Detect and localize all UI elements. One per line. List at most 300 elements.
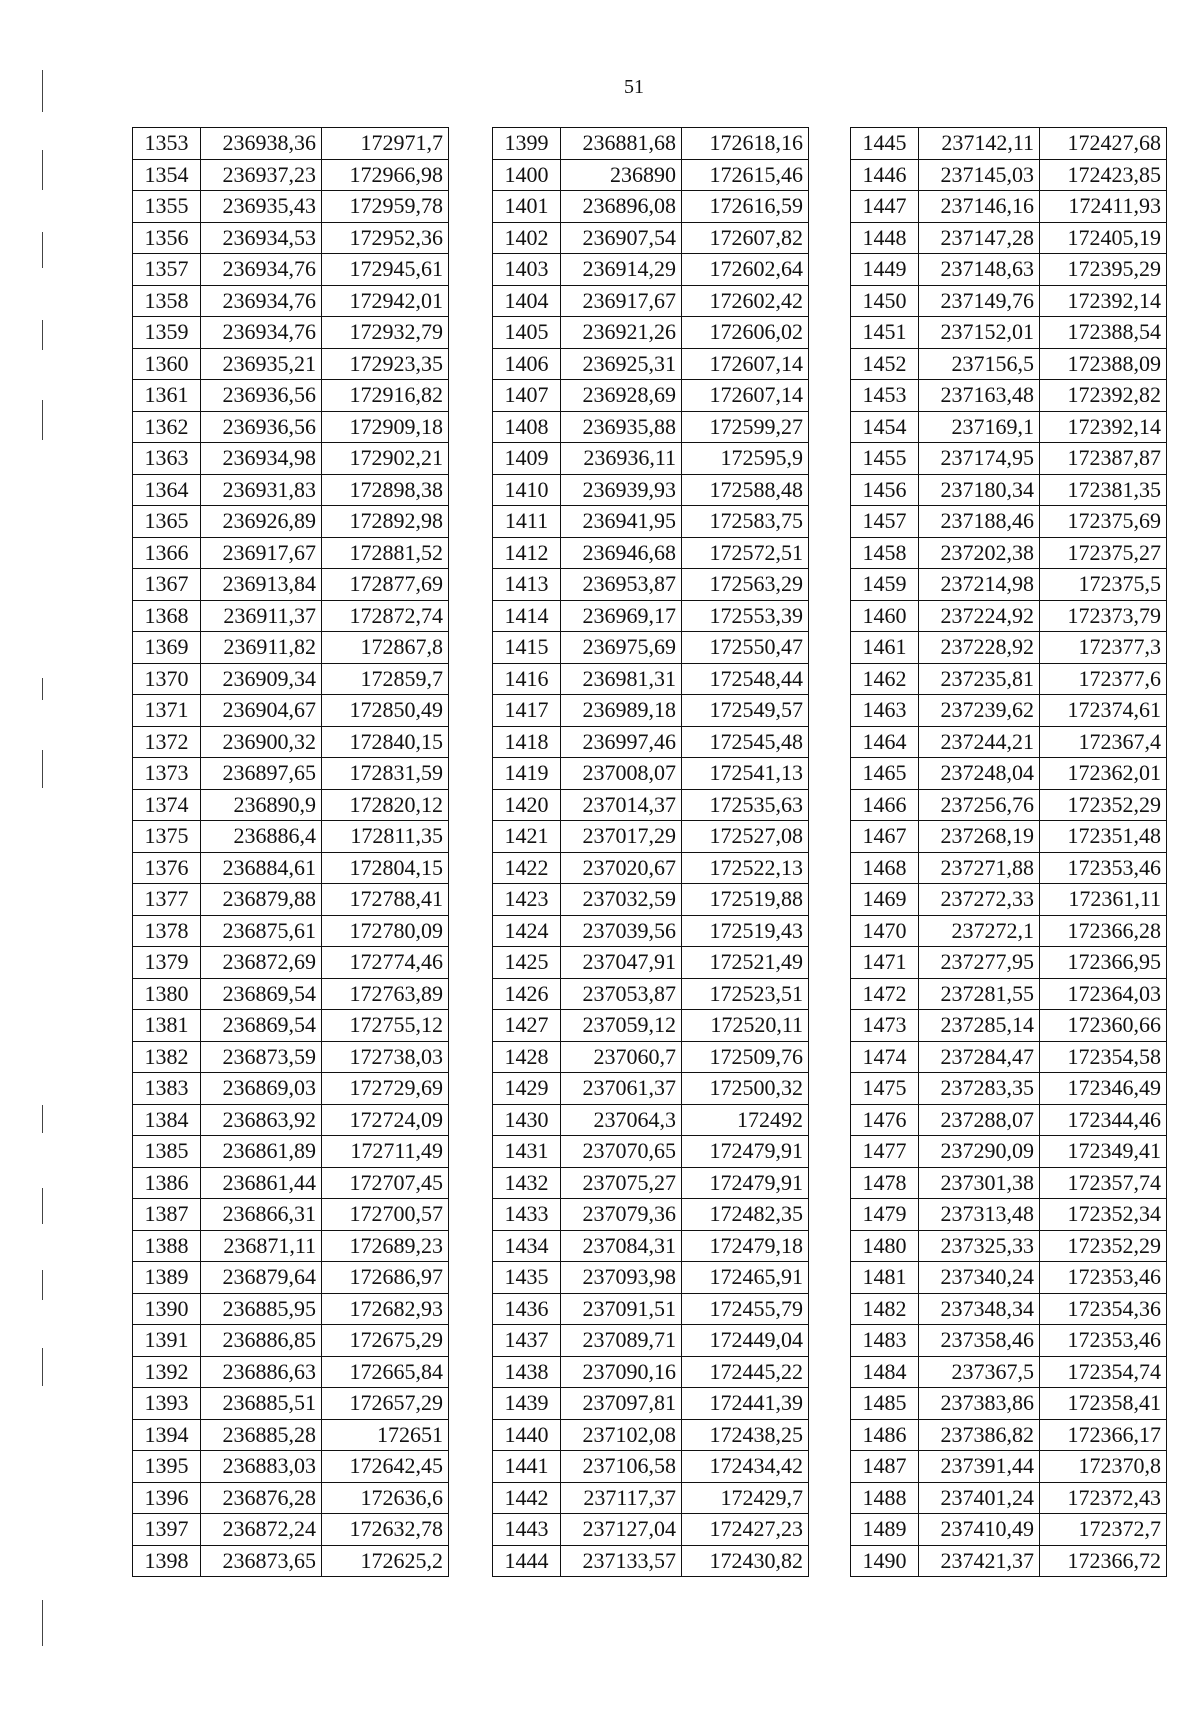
point-number-cell: 1459: [851, 569, 919, 601]
scan-margin-mark: [42, 1270, 43, 1300]
y-coordinate-cell: 172535,63: [682, 789, 809, 821]
y-coordinate-cell: 172377,3: [1040, 632, 1167, 664]
table-row: [133, 1010, 449, 1042]
x-coordinate-cell: 236911,37: [201, 600, 322, 632]
x-coordinate-cell: 237358,46: [919, 1325, 1040, 1357]
y-coordinate-cell: 172909,18: [322, 411, 449, 443]
y-coordinate-cell: 172392,14: [1040, 411, 1167, 443]
point-number-cell: 1398: [133, 1545, 201, 1577]
point-number-cell: 1435: [493, 1262, 561, 1294]
x-coordinate-cell: 237410,49: [919, 1514, 1040, 1546]
x-coordinate-cell: 237224,92: [919, 600, 1040, 632]
x-coordinate-cell: 236969,17: [561, 600, 682, 632]
table-row: [133, 1230, 449, 1262]
table-row: [493, 537, 809, 569]
y-coordinate-cell: 172549,57: [682, 695, 809, 727]
table-row: [493, 884, 809, 916]
table-row: [493, 1293, 809, 1325]
y-coordinate-cell: 172916,82: [322, 380, 449, 412]
y-coordinate-cell: 172615,46: [682, 159, 809, 191]
point-number-cell: 1489: [851, 1514, 919, 1546]
table-row: [493, 1262, 809, 1294]
point-number-cell: 1467: [851, 821, 919, 853]
point-number-cell: 1390: [133, 1293, 201, 1325]
table-row: [851, 1325, 1167, 1357]
point-number-cell: 1356: [133, 222, 201, 254]
x-coordinate-cell: 236946,68: [561, 537, 682, 569]
y-coordinate-cell: 172388,54: [1040, 317, 1167, 349]
table-row: [851, 1199, 1167, 1231]
x-coordinate-cell: 236879,64: [201, 1262, 322, 1294]
point-number-cell: 1458: [851, 537, 919, 569]
point-number-cell: 1368: [133, 600, 201, 632]
table-row: [851, 1136, 1167, 1168]
x-coordinate-cell: 236925,31: [561, 348, 682, 380]
y-coordinate-cell: 172724,09: [322, 1104, 449, 1136]
point-number-cell: 1456: [851, 474, 919, 506]
y-coordinate-cell: 172381,35: [1040, 474, 1167, 506]
table-row: [133, 978, 449, 1010]
x-coordinate-cell: 237284,47: [919, 1041, 1040, 1073]
table-row: [851, 159, 1167, 191]
x-coordinate-cell: 237148,63: [919, 254, 1040, 286]
point-number-cell: 1389: [133, 1262, 201, 1294]
table-row: [133, 915, 449, 947]
x-coordinate-cell: 236907,54: [561, 222, 682, 254]
y-coordinate-cell: 172430,82: [682, 1545, 809, 1577]
x-coordinate-cell: 236871,11: [201, 1230, 322, 1262]
x-coordinate-cell: 237188,46: [919, 506, 1040, 538]
point-number-cell: 1373: [133, 758, 201, 790]
point-number-cell: 1479: [851, 1199, 919, 1231]
x-coordinate-cell: 236900,32: [201, 726, 322, 758]
point-number-cell: 1365: [133, 506, 201, 538]
table-row: [851, 789, 1167, 821]
table-row: [133, 852, 449, 884]
x-coordinate-cell: 236896,08: [561, 191, 682, 223]
y-coordinate-cell: 172455,79: [682, 1293, 809, 1325]
point-number-cell: 1416: [493, 663, 561, 695]
table-row: [851, 380, 1167, 412]
y-coordinate-cell: 172952,36: [322, 222, 449, 254]
table-row: [493, 1167, 809, 1199]
point-number-cell: 1442: [493, 1482, 561, 1514]
x-coordinate-cell: 236885,51: [201, 1388, 322, 1420]
point-number-cell: 1353: [133, 128, 201, 160]
y-coordinate-cell: 172520,11: [682, 1010, 809, 1042]
point-number-cell: 1476: [851, 1104, 919, 1136]
table-row: [851, 1010, 1167, 1042]
table-row: [493, 443, 809, 475]
table-row: [851, 1388, 1167, 1420]
point-number-cell: 1372: [133, 726, 201, 758]
point-number-cell: 1411: [493, 506, 561, 538]
table-row: [133, 285, 449, 317]
table-row: [851, 884, 1167, 916]
table-row: [493, 821, 809, 853]
y-coordinate-cell: 172427,23: [682, 1514, 809, 1546]
point-number-cell: 1408: [493, 411, 561, 443]
point-number-cell: 1404: [493, 285, 561, 317]
x-coordinate-cell: 236975,69: [561, 632, 682, 664]
point-number-cell: 1423: [493, 884, 561, 916]
y-coordinate-cell: 172500,32: [682, 1073, 809, 1105]
x-coordinate-cell: 237163,48: [919, 380, 1040, 412]
table-row: [851, 506, 1167, 538]
coordinate-table-3: [850, 127, 1167, 1577]
x-coordinate-cell: 236913,84: [201, 569, 322, 601]
y-coordinate-cell: 172804,15: [322, 852, 449, 884]
point-number-cell: 1427: [493, 1010, 561, 1042]
point-number-cell: 1428: [493, 1041, 561, 1073]
table-row: [493, 1545, 809, 1577]
point-number-cell: 1358: [133, 285, 201, 317]
point-number-cell: 1451: [851, 317, 919, 349]
y-coordinate-cell: 172523,51: [682, 978, 809, 1010]
point-number-cell: 1412: [493, 537, 561, 569]
table-row: [493, 1199, 809, 1231]
point-number-cell: 1379: [133, 947, 201, 979]
y-coordinate-cell: 172945,61: [322, 254, 449, 286]
point-number-cell: 1407: [493, 380, 561, 412]
y-coordinate-cell: 172636,6: [322, 1482, 449, 1514]
x-coordinate-cell: 237248,04: [919, 758, 1040, 790]
x-coordinate-cell: 237084,31: [561, 1230, 682, 1262]
x-coordinate-cell: 236935,43: [201, 191, 322, 223]
x-coordinate-cell: 237152,01: [919, 317, 1040, 349]
table-row: [493, 380, 809, 412]
x-coordinate-cell: 237340,24: [919, 1262, 1040, 1294]
y-coordinate-cell: 172482,35: [682, 1199, 809, 1231]
scan-margin-mark: [42, 70, 43, 112]
table-row: [851, 443, 1167, 475]
x-coordinate-cell: 236928,69: [561, 380, 682, 412]
x-coordinate-cell: 236931,83: [201, 474, 322, 506]
point-number-cell: 1484: [851, 1356, 919, 1388]
page-number: 51: [624, 76, 644, 98]
y-coordinate-cell: 172553,39: [682, 600, 809, 632]
table-row: [851, 569, 1167, 601]
table-row: [851, 222, 1167, 254]
table-row: [851, 1073, 1167, 1105]
scan-margin-mark: [42, 320, 43, 350]
x-coordinate-cell: 237142,11: [919, 128, 1040, 160]
y-coordinate-cell: 172445,22: [682, 1356, 809, 1388]
y-coordinate-cell: 172479,18: [682, 1230, 809, 1262]
table-row: [493, 947, 809, 979]
y-coordinate-cell: 172364,03: [1040, 978, 1167, 1010]
x-coordinate-cell: 237117,37: [561, 1482, 682, 1514]
x-coordinate-cell: 236886,4: [201, 821, 322, 853]
point-number-cell: 1403: [493, 254, 561, 286]
y-coordinate-cell: 172434,42: [682, 1451, 809, 1483]
point-number-cell: 1470: [851, 915, 919, 947]
point-number-cell: 1453: [851, 380, 919, 412]
table-row: [493, 159, 809, 191]
x-coordinate-cell: 237169,1: [919, 411, 1040, 443]
point-number-cell: 1444: [493, 1545, 561, 1577]
y-coordinate-cell: 172898,38: [322, 474, 449, 506]
x-coordinate-cell: 236890,9: [201, 789, 322, 821]
y-coordinate-cell: 172392,14: [1040, 285, 1167, 317]
y-coordinate-cell: 172360,66: [1040, 1010, 1167, 1042]
x-coordinate-cell: 237239,62: [919, 695, 1040, 727]
table-row: [133, 1419, 449, 1451]
point-number-cell: 1481: [851, 1262, 919, 1294]
table-row: [133, 1167, 449, 1199]
table-row: [493, 1356, 809, 1388]
table-row: [851, 1419, 1167, 1451]
y-coordinate-cell: 172618,16: [682, 128, 809, 160]
point-number-cell: 1354: [133, 159, 201, 191]
x-coordinate-cell: 236869,54: [201, 1010, 322, 1042]
point-number-cell: 1487: [851, 1451, 919, 1483]
y-coordinate-cell: 172616,59: [682, 191, 809, 223]
y-coordinate-cell: 172738,03: [322, 1041, 449, 1073]
x-coordinate-cell: 237093,98: [561, 1262, 682, 1294]
x-coordinate-cell: 237180,34: [919, 474, 1040, 506]
y-coordinate-cell: 172366,95: [1040, 947, 1167, 979]
table-row: [851, 947, 1167, 979]
x-coordinate-cell: 237301,38: [919, 1167, 1040, 1199]
x-coordinate-cell: 237127,04: [561, 1514, 682, 1546]
point-number-cell: 1437: [493, 1325, 561, 1357]
x-coordinate-cell: 236926,89: [201, 506, 322, 538]
table-row: [851, 915, 1167, 947]
x-coordinate-cell: 236869,54: [201, 978, 322, 1010]
point-number-cell: 1374: [133, 789, 201, 821]
point-number-cell: 1393: [133, 1388, 201, 1420]
point-number-cell: 1396: [133, 1482, 201, 1514]
point-number-cell: 1472: [851, 978, 919, 1010]
table-row: [133, 1451, 449, 1483]
table-row: [493, 1419, 809, 1451]
y-coordinate-cell: 172352,29: [1040, 789, 1167, 821]
table-row: [493, 191, 809, 223]
point-number-cell: 1369: [133, 632, 201, 664]
x-coordinate-cell: 237070,65: [561, 1136, 682, 1168]
table-row: [133, 947, 449, 979]
point-number-cell: 1450: [851, 285, 919, 317]
y-coordinate-cell: 172595,9: [682, 443, 809, 475]
y-coordinate-cell: 172902,21: [322, 443, 449, 475]
x-coordinate-cell: 237272,1: [919, 915, 1040, 947]
y-coordinate-cell: 172682,93: [322, 1293, 449, 1325]
y-coordinate-cell: 172465,91: [682, 1262, 809, 1294]
y-coordinate-cell: 172373,79: [1040, 600, 1167, 632]
x-coordinate-cell: 237146,16: [919, 191, 1040, 223]
table-row: [493, 222, 809, 254]
y-coordinate-cell: 172811,35: [322, 821, 449, 853]
table-row: [133, 1073, 449, 1105]
y-coordinate-cell: 172353,46: [1040, 852, 1167, 884]
point-number-cell: 1371: [133, 695, 201, 727]
y-coordinate-cell: 172344,46: [1040, 1104, 1167, 1136]
x-coordinate-cell: 237075,27: [561, 1167, 682, 1199]
y-coordinate-cell: 172877,69: [322, 569, 449, 601]
x-coordinate-cell: 237283,35: [919, 1073, 1040, 1105]
scan-margin-mark: [42, 1600, 43, 1646]
scan-margin-mark: [42, 232, 43, 268]
x-coordinate-cell: 236885,28: [201, 1419, 322, 1451]
scan-margin-mark: [42, 1105, 43, 1133]
point-number-cell: 1395: [133, 1451, 201, 1483]
scan-margin-mark: [42, 750, 43, 788]
table-row: [133, 600, 449, 632]
table-row: [133, 758, 449, 790]
y-coordinate-cell: 172548,44: [682, 663, 809, 695]
y-coordinate-cell: 172755,12: [322, 1010, 449, 1042]
y-coordinate-cell: 172774,46: [322, 947, 449, 979]
y-coordinate-cell: 172932,79: [322, 317, 449, 349]
table-row: [133, 1514, 449, 1546]
table-row: [493, 1230, 809, 1262]
table-row: [493, 348, 809, 380]
table-row: [493, 1104, 809, 1136]
y-coordinate-cell: 172449,04: [682, 1325, 809, 1357]
scan-margin-mark: [42, 1188, 43, 1224]
x-coordinate-cell: 236873,59: [201, 1041, 322, 1073]
table-row: [493, 1451, 809, 1483]
point-number-cell: 1422: [493, 852, 561, 884]
table-row: [851, 1451, 1167, 1483]
x-coordinate-cell: 237008,07: [561, 758, 682, 790]
table-row: [851, 317, 1167, 349]
point-number-cell: 1419: [493, 758, 561, 790]
point-number-cell: 1474: [851, 1041, 919, 1073]
scan-margin-mark: [42, 400, 43, 440]
x-coordinate-cell: 236936,11: [561, 443, 682, 475]
x-coordinate-cell: 237386,82: [919, 1419, 1040, 1451]
y-coordinate-cell: 172602,42: [682, 285, 809, 317]
table-row: [851, 695, 1167, 727]
x-coordinate-cell: 237064,3: [561, 1104, 682, 1136]
scan-margin-mark: [42, 150, 43, 190]
y-coordinate-cell: 172479,91: [682, 1167, 809, 1199]
table-row: [493, 128, 809, 160]
y-coordinate-cell: 172395,29: [1040, 254, 1167, 286]
table-row: [851, 537, 1167, 569]
x-coordinate-cell: 236917,67: [561, 285, 682, 317]
point-number-cell: 1464: [851, 726, 919, 758]
y-coordinate-cell: 172707,45: [322, 1167, 449, 1199]
table-row: [493, 569, 809, 601]
x-coordinate-cell: 237032,59: [561, 884, 682, 916]
x-coordinate-cell: 237091,51: [561, 1293, 682, 1325]
y-coordinate-cell: 172370,8: [1040, 1451, 1167, 1483]
point-number-cell: 1420: [493, 789, 561, 821]
y-coordinate-cell: 172872,74: [322, 600, 449, 632]
x-coordinate-cell: 237202,38: [919, 537, 1040, 569]
x-coordinate-cell: 237047,91: [561, 947, 682, 979]
table-row: [133, 506, 449, 538]
y-coordinate-cell: 172479,91: [682, 1136, 809, 1168]
y-coordinate-cell: 172625,2: [322, 1545, 449, 1577]
x-coordinate-cell: 237090,16: [561, 1356, 682, 1388]
x-coordinate-cell: 237401,24: [919, 1482, 1040, 1514]
x-coordinate-cell: 237061,37: [561, 1073, 682, 1105]
point-number-cell: 1402: [493, 222, 561, 254]
table-row: [493, 285, 809, 317]
y-coordinate-cell: 172651: [322, 1419, 449, 1451]
y-coordinate-cell: 172686,97: [322, 1262, 449, 1294]
y-coordinate-cell: 172850,49: [322, 695, 449, 727]
point-number-cell: 1443: [493, 1514, 561, 1546]
point-number-cell: 1438: [493, 1356, 561, 1388]
x-coordinate-cell: 236866,31: [201, 1199, 322, 1231]
table-row: [493, 474, 809, 506]
point-number-cell: 1391: [133, 1325, 201, 1357]
table-row: [133, 789, 449, 821]
y-coordinate-cell: 172840,15: [322, 726, 449, 758]
table-row: [851, 411, 1167, 443]
point-number-cell: 1462: [851, 663, 919, 695]
x-coordinate-cell: 236921,26: [561, 317, 682, 349]
table-row: [133, 411, 449, 443]
point-number-cell: 1400: [493, 159, 561, 191]
table-row: [493, 978, 809, 1010]
point-number-cell: 1359: [133, 317, 201, 349]
y-coordinate-cell: 172519,43: [682, 915, 809, 947]
point-number-cell: 1383: [133, 1073, 201, 1105]
table-row: [493, 254, 809, 286]
y-coordinate-cell: 172387,87: [1040, 443, 1167, 475]
table-row: [851, 1356, 1167, 1388]
table-row: [493, 506, 809, 538]
x-coordinate-cell: 236863,92: [201, 1104, 322, 1136]
y-coordinate-cell: 172892,98: [322, 506, 449, 538]
table-row: [851, 474, 1167, 506]
point-number-cell: 1392: [133, 1356, 201, 1388]
x-coordinate-cell: 237060,7: [561, 1041, 682, 1073]
x-coordinate-cell: 236884,61: [201, 852, 322, 884]
y-coordinate-cell: 172366,28: [1040, 915, 1167, 947]
x-coordinate-cell: 236909,34: [201, 663, 322, 695]
table-row: [133, 1136, 449, 1168]
point-number-cell: 1382: [133, 1041, 201, 1073]
table-row: [133, 159, 449, 191]
y-coordinate-cell: 172642,45: [322, 1451, 449, 1483]
y-coordinate-cell: 172354,36: [1040, 1293, 1167, 1325]
x-coordinate-cell: 236911,82: [201, 632, 322, 664]
x-coordinate-cell: 237421,37: [919, 1545, 1040, 1577]
x-coordinate-cell: 236938,36: [201, 128, 322, 160]
x-coordinate-cell: 237271,88: [919, 852, 1040, 884]
point-number-cell: 1417: [493, 695, 561, 727]
table-row: [851, 1262, 1167, 1294]
y-coordinate-cell: 172606,02: [682, 317, 809, 349]
y-coordinate-cell: 172441,39: [682, 1388, 809, 1420]
y-coordinate-cell: 172700,57: [322, 1199, 449, 1231]
point-number-cell: 1483: [851, 1325, 919, 1357]
table-row: [851, 726, 1167, 758]
y-coordinate-cell: 172602,64: [682, 254, 809, 286]
x-coordinate-cell: 236997,46: [561, 726, 682, 758]
x-coordinate-cell: 236879,88: [201, 884, 322, 916]
coordinate-table-2: [492, 127, 809, 1577]
x-coordinate-cell: 237277,95: [919, 947, 1040, 979]
table-row: [133, 474, 449, 506]
point-number-cell: 1414: [493, 600, 561, 632]
y-coordinate-cell: 172392,82: [1040, 380, 1167, 412]
table-row: [851, 600, 1167, 632]
point-number-cell: 1413: [493, 569, 561, 601]
y-coordinate-cell: 172545,48: [682, 726, 809, 758]
x-coordinate-cell: 236934,53: [201, 222, 322, 254]
x-coordinate-cell: 236941,95: [561, 506, 682, 538]
y-coordinate-cell: 172429,7: [682, 1482, 809, 1514]
y-coordinate-cell: 172346,49: [1040, 1073, 1167, 1105]
